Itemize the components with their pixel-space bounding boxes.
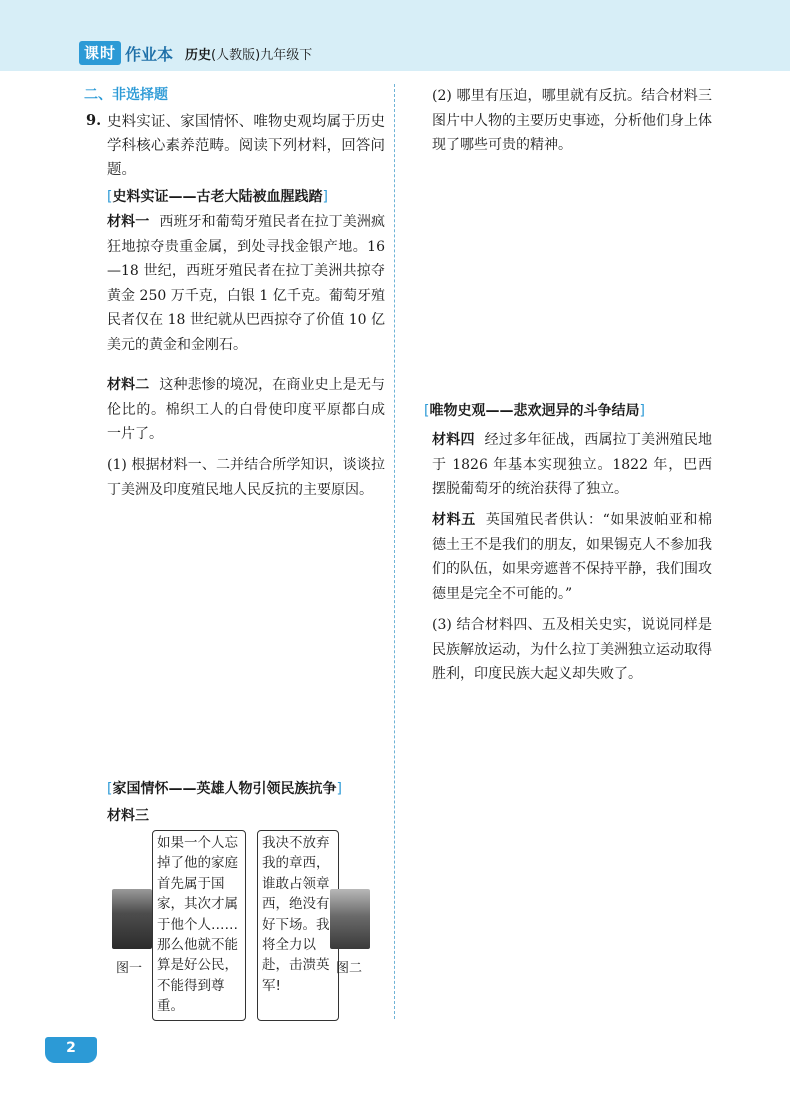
material-label: 材料二 — [107, 377, 150, 393]
page-header — [0, 0, 790, 71]
sub-question-1: (1) 根据材料一、二并结合所学知识，谈谈拉丁美洲及印度殖民地人民反抗的主要原因。 — [107, 457, 385, 498]
theme-title: 史料实证——古老大陆被血腥践踏 — [112, 189, 323, 205]
theme-heading-patriotism — [107, 778, 342, 798]
section-heading: 二、非选择题 — [84, 87, 168, 103]
edition: (人教版) — [211, 47, 261, 63]
theme-heading-evidence — [107, 186, 328, 206]
bracket-close: ] — [336, 781, 342, 797]
material-4 — [432, 428, 712, 502]
speech-bubble-2: 我决不放弃我的章西，谁敢占领章西，绝没有好下场。我将全力以赴，击溃英军! — [257, 830, 339, 1021]
material-label: 材料五 — [432, 512, 476, 528]
subject: 历史 — [185, 47, 212, 63]
material-3-label: 材料三 — [107, 808, 149, 824]
portrait-figure-1 — [112, 889, 152, 949]
bracket-open: [ — [107, 781, 113, 797]
grade: 九年级下 — [260, 47, 313, 63]
material-text: 西班牙和葡萄牙殖民者在拉丁美洲疯狂地掠夺贵重金属，到处寻找金银产地。16—18 世纪，西班牙殖民者在拉丁美洲共掠夺黄金 250 万千克，白银 1 亿千克。葡萄牙殖民者仅在 18 世纪就从巴西掠夺了价值 10 亿美元的黄金和金刚石。 — [107, 214, 386, 353]
material-text: 这种悲惨的境况，在商业史上是无与伦比的。棉织工人的白骨使印度平原都白成一片了。 — [107, 377, 386, 442]
sub-question-2: (2) 哪里有压迫，哪里就有反抗。结合材料三图片中人物的主要历史事迹，分析他们身上体现了哪些可贵的精神。 — [432, 88, 712, 153]
figure-2-label: 图二 — [336, 961, 363, 976]
material-1 — [107, 210, 385, 357]
material-label: 材料一 — [107, 214, 150, 230]
brand-name: 作业本 — [125, 44, 174, 64]
brand-logo: 课时 — [79, 41, 121, 65]
sub-question-3: (3) 结合材料四、五及相关史实，说说同样是民族解放运动，为什么拉丁美洲独立运动取得胜利，印度民族大起义却失败了。 — [432, 617, 712, 682]
material-label: 材料四 — [432, 432, 475, 448]
book-info — [185, 44, 312, 63]
page-number: 2 — [45, 1037, 97, 1063]
material-5 — [432, 508, 712, 606]
speech-bubble-1: 如果一个人忘掉了他的家庭首先属于国家，其次才属于他个人……那么他就不能算是好公民，不能得到尊重。 — [152, 830, 246, 1021]
bracket-open: [ — [424, 403, 430, 419]
brand — [79, 41, 312, 65]
theme-title: 唯物史观——悲欢迥异的斗争结局 — [429, 403, 640, 419]
bracket-close: ] — [639, 403, 645, 419]
material-2 — [107, 373, 385, 447]
theme-heading-materialism — [424, 400, 645, 420]
question-intro: 史料实证、家国情怀、唯物史观均属于历史学科核心素养范畴。阅读下列材料，回答问题。 — [107, 114, 385, 178]
figure-1-label: 图一 — [116, 961, 143, 976]
portrait-figure-2 — [330, 889, 370, 949]
theme-title: 家国情怀——英雄人物引领民族抗争 — [112, 781, 337, 797]
material-text: 英国殖民者供认：“如果波帕亚和棉德土王不是我们的朋友，如果锡克人不参加我们的队伍，如果旁遮普不保持平静，我们围攻德里是完全不可能的。” — [432, 512, 712, 602]
question-number: 9. — [86, 112, 102, 129]
material-text: 经过多年征战，西属拉丁美洲殖民地于 1826 年基本实现独立。1822 年，巴西摆脱葡萄牙的统治获得了独立。 — [432, 432, 713, 497]
column-divider — [394, 84, 395, 1019]
bracket-close: ] — [322, 189, 328, 205]
bracket-open: [ — [107, 189, 113, 205]
